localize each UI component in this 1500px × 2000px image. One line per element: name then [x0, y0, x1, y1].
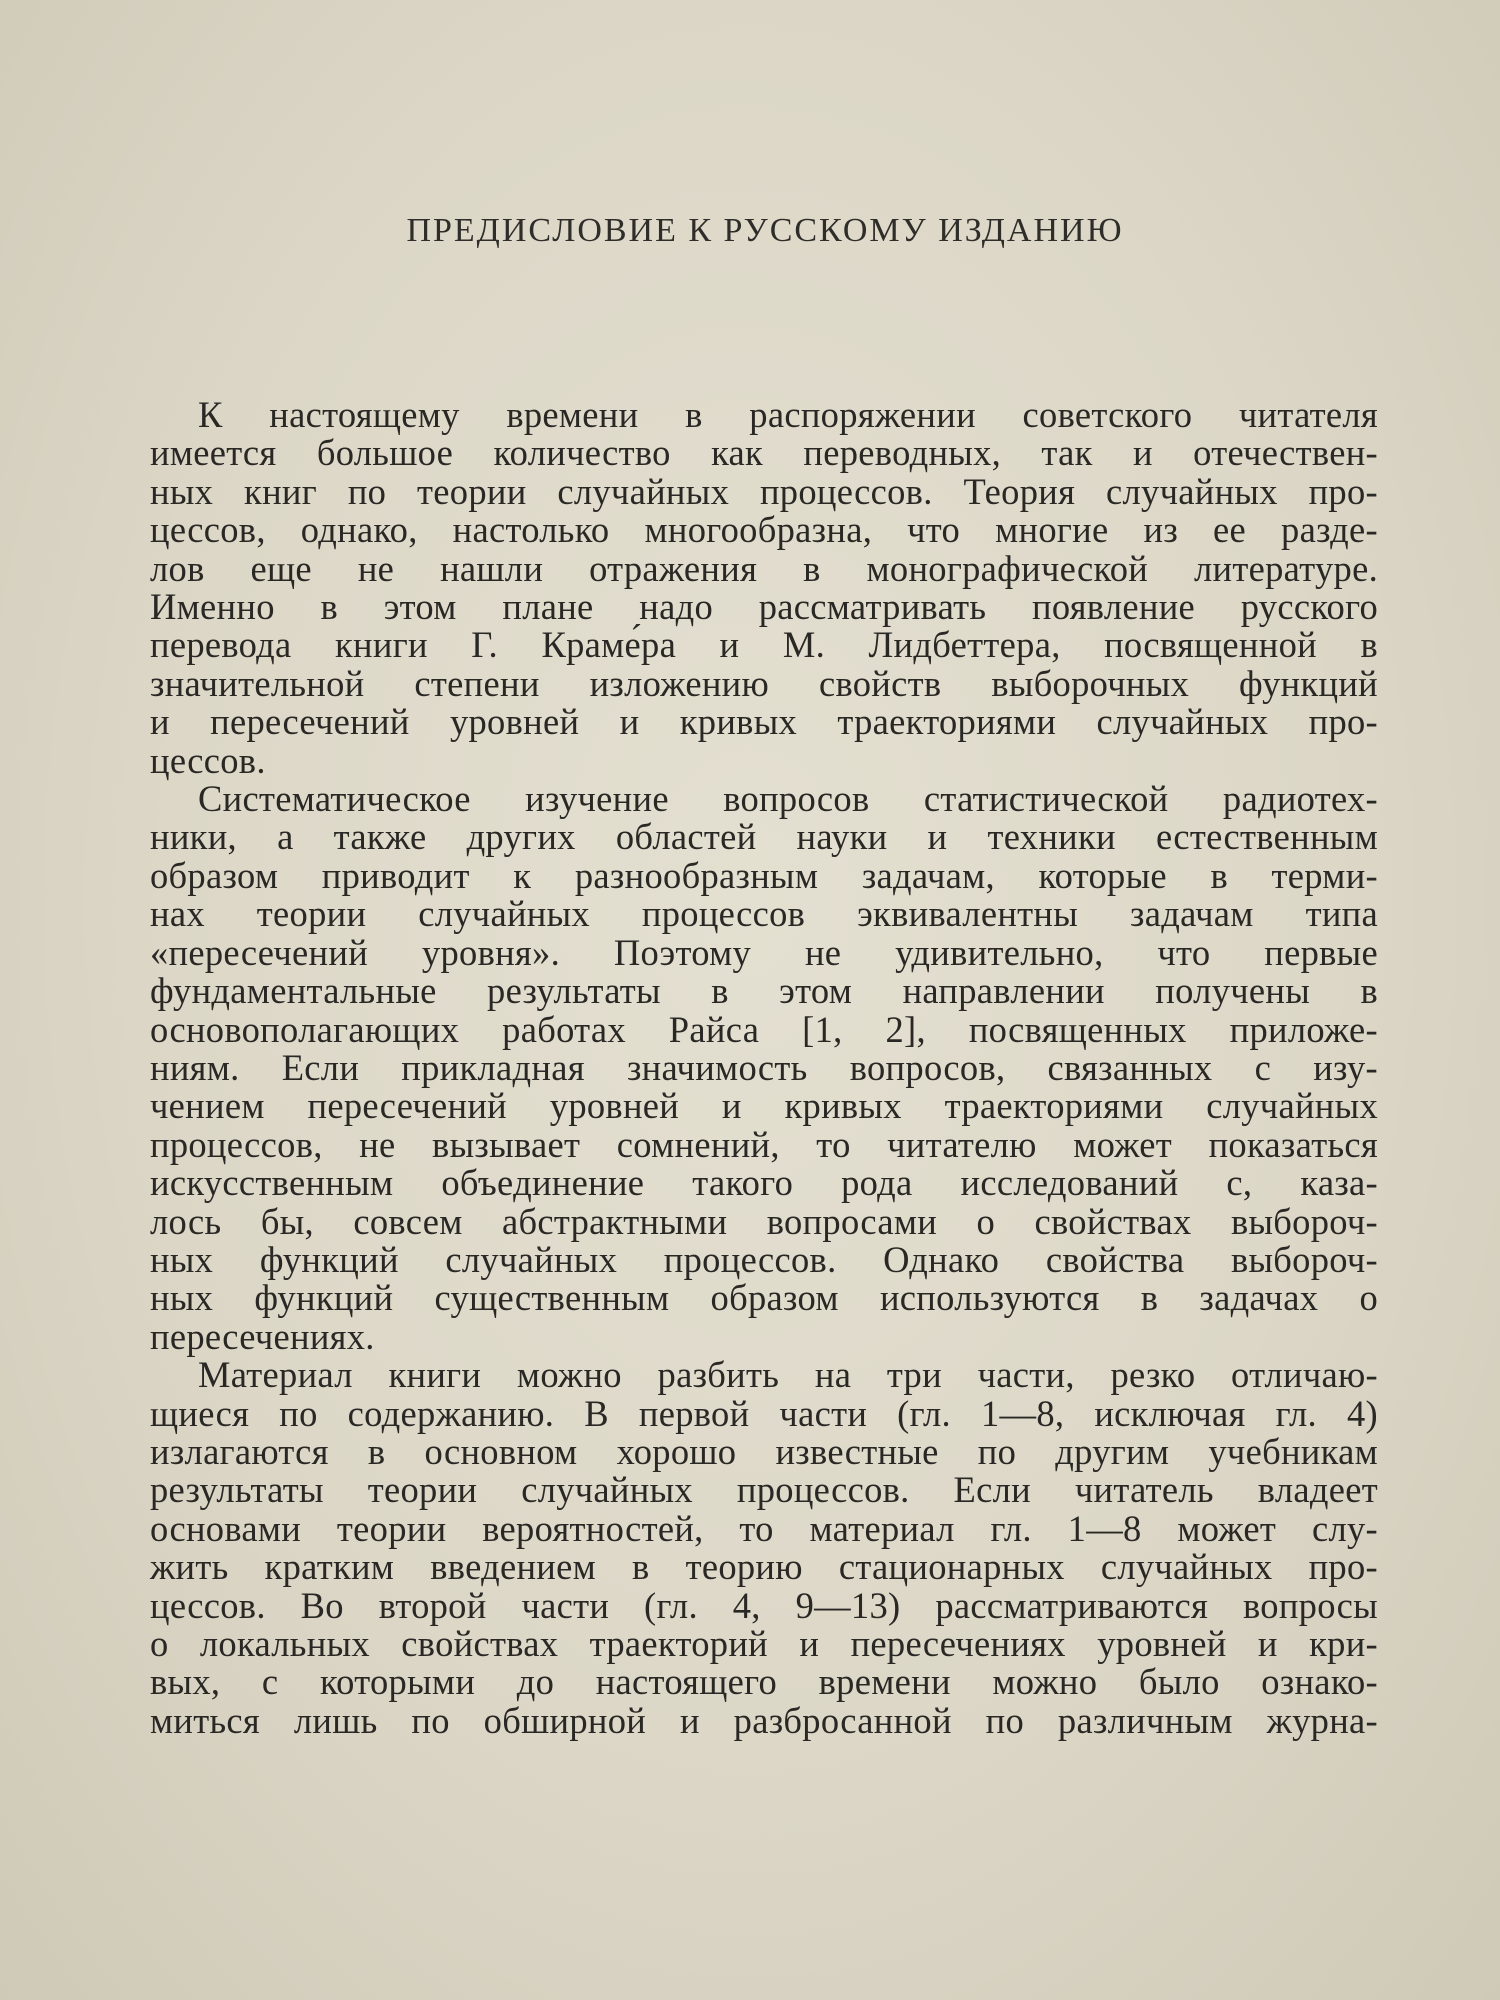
page-title: ПРЕДИСЛОВИЕ К РУССКОМУ ИЗДАНИЮ [406, 212, 1124, 249]
text-line: Материал книги можно разбить на три части, резко отличаю- [198, 1354, 1378, 1396]
text-line: и пересечений уровней и кривых траекториями случайных про- [150, 701, 1378, 743]
text-line: миться лишь по обширной и разбросанной по различным журна- [150, 1699, 1378, 1741]
text-line: К настоящему времени в распоряжении советского читателя [198, 394, 1378, 435]
text-line: фундаментальные результаты в этом направлении получены в [150, 970, 1378, 1012]
text-line: вых, с которыми до настоящего времени можно было ознако- [150, 1661, 1378, 1703]
paragraph-1 [150, 396, 1378, 780]
text-line: Систематическое изучение вопросов статистической радиотех- [198, 778, 1378, 820]
text-line: излагаются в основном хорошо известные по другим учебникам [150, 1430, 1378, 1472]
text-line: основополагающих работах Райса [1, 2], посвященных приложе- [150, 1008, 1378, 1050]
text-line: щиеся по содержанию. В первой части (гл. 1—8, исключая гл. 4) [150, 1392, 1378, 1434]
text-line: нах теории случайных процессов эквивалентны задачам типа [150, 893, 1378, 935]
text-line: значительной степени изложению свойств выборочных функций [150, 662, 1378, 704]
text-line: основами теории вероятностей, то материал гл. 1—8 может слу- [150, 1507, 1378, 1549]
text-line: образом приводит к разнообразным задачам, которые в терми- [150, 854, 1378, 896]
text-line: ники, а также других областей науки и техники естественным [150, 816, 1378, 858]
text-line: перевода книги Г. Краме́ра и М. Лидбеттера, посвященной в [150, 624, 1378, 666]
paragraph-3 [150, 1356, 1378, 1740]
text-line: результаты теории случайных процессов. Если читатель владеет [150, 1469, 1378, 1511]
text-line: ных функций существенным образом используются в задачах о [150, 1277, 1378, 1319]
text-line: лов еще не нашли отражения в монографической литературе. [150, 547, 1378, 589]
text-line: пересечениях. [150, 1315, 375, 1357]
text-line: ных функций случайных процессов. Однако свойства выбороч- [150, 1238, 1378, 1280]
text-line: Именно в этом плане надо рассматривать появление русского [150, 586, 1378, 628]
text-line: искусственным объединение такого рода исследований с, каза- [150, 1162, 1378, 1204]
text-line: цессов, однако, настолько многообразна, что многие из ее разде- [150, 509, 1378, 551]
text-line: ниям. Если прикладная значимость вопросов, связанных с изу- [150, 1046, 1378, 1088]
text-line: цессов. Во второй части (гл. 4, 9—13) рассматриваются вопросы [150, 1584, 1378, 1626]
text-line: цессов. [150, 739, 266, 781]
text-line: о локальных свойствах траекторий и пересечениях уровней и кри- [150, 1623, 1378, 1664]
text-line: чением пересечений уровней и кривых траекториями случайных [150, 1085, 1378, 1127]
text-line: жить кратким введением в теорию стационарных случайных про- [150, 1546, 1378, 1588]
text-line: имеется большое количество как переводных, так и отечествен- [150, 432, 1378, 474]
body-text [150, 396, 1378, 1740]
text-line: лось бы, совсем абстрактными вопросами о свойствах выбороч- [150, 1200, 1378, 1242]
text-line: «пересечений уровня». Поэтому не удивительно, что первые [150, 931, 1378, 973]
text-line: ных книг по теории случайных процессов. Теория случайных про- [150, 470, 1378, 512]
paragraph-2 [150, 780, 1378, 1356]
text-line: процессов, не вызывает сомнений, то читателю может показаться [150, 1123, 1378, 1165]
